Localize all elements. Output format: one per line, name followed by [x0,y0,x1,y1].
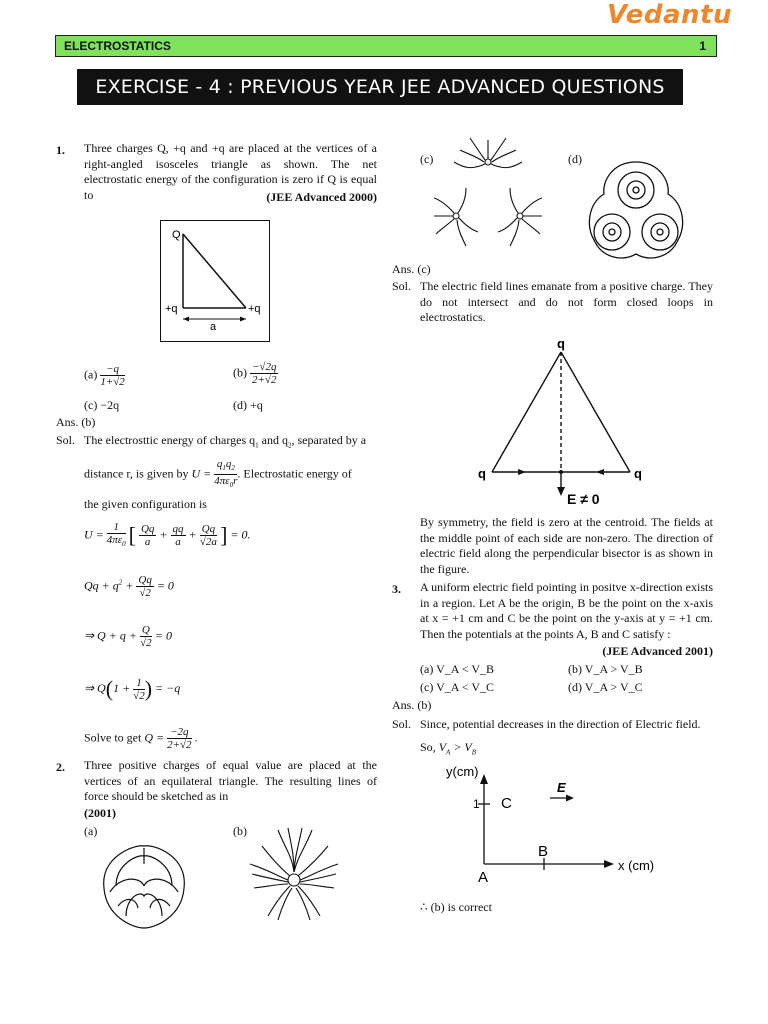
q1-sol-line2: distance r, is given by U = $\frac{q_1q_2}{4\pi\varepsilon_0r}$ . Electrostatic energy of [84,458,352,490]
q3-conclusion: ∴ (b) is correct [420,900,492,914]
q3-sol-text: Since, potential decreases in the direction of Electric field. [420,717,701,731]
q1-solve-text: Solve to get [84,730,142,745]
q1-sol-line1: The electrosttic energy of charges $q_1$ and $q_2$, separated by a [84,433,367,450]
q3-field-E: E [557,780,566,795]
q2-answer: Ans. (c) [392,262,431,276]
q2-source: (2001) [84,806,116,820]
q3-number: 3. [392,582,401,596]
q3-point-A: A [478,869,489,886]
q3-option-d: (d) V_A > V_C [568,680,643,694]
subject-bar [55,35,717,57]
q1-solve-fraction [167,726,191,751]
q1-option-a-fraction [100,363,124,388]
q1-sol-1a: The electrosttic energy of charges q [84,433,256,447]
q2-option-b-sketch [248,826,344,922]
q1-sol-line3: the given configuration is [84,497,207,511]
q1-option-b-fraction [250,361,278,386]
exercise-title: EXERCISE - 4 : PREVIOUS YEAR JEE ADVANCED QUESTIONS [77,69,683,105]
q1-sol-2a: distance r, is given by [84,466,189,481]
q1-sol-1c: , separated by a [291,433,367,447]
page-number: 1 [699,39,706,53]
q2-fig-q-top: q [557,336,565,351]
q2-option-d: (d) [568,152,582,166]
q1-answer: Ans. (b) [56,415,96,429]
q1-option-a-den: 1+√2 [100,376,125,388]
q1-option-b [233,361,278,386]
q1-option-b-num: −√2q [252,361,277,373]
q1-label-q-right: +q [248,303,261,315]
q1-option-b-den: 2+√2 [252,374,277,386]
q2-fig-e-label: E ≠ 0 [567,491,600,507]
q1-label-Q: Q [172,229,181,241]
q3-source: (JEE Advanced 2001) [602,644,713,658]
q2-option-a: (a) [84,824,98,838]
q2-option-c-sketch [430,134,546,250]
q1-number: 1. [56,143,65,157]
q1-solve-line: Solve to get Q = $\frac{-2q}{2+√2}$ . [84,726,198,751]
q2-option-d-sketch [586,160,686,264]
q1-triangle-figure [160,220,270,342]
q2-fig-q-right: q [634,466,642,481]
q3-axes-figure [440,760,670,890]
q3-option-c: (c) V_A < V_C [420,680,494,694]
q1-label-q-left: +q [165,303,178,315]
q3-point-C: C [501,795,512,812]
q1-source: (JEE Advanced 2000) [266,190,377,204]
q2-symmetry-text: By symmetry, the field is zero at the centroid. The fields at the middle point of each side are non-zero. The direction of electric field along the perpendicular bisector is as shown in the figure. [420,515,713,576]
q2-fig-q-left: q [478,466,486,481]
q1-equation-2: $Qq + q^2$ + $\frac{Qq}{√2}$ = 0 [84,574,174,599]
q1-sol-2b: . Electrostatic energy of [237,466,352,481]
q3-tick-one: 1 [473,797,480,811]
q3-xlabel: x (cm) [618,858,655,873]
q2-option-c: (c) [420,152,434,166]
q1-option-c: (c) −2q [84,398,120,412]
subject-title: ELECTROSTATICS [64,39,171,53]
q1-solve-den: 2+√2 [167,739,192,751]
q2-number: 2. [56,760,65,774]
q3-so-line: So, $V_A > V_B$ [420,740,477,757]
q3-ylabel: y(cm) [446,764,479,779]
q1-text: Three charges Q, +q and +q are placed at the vertices of a right-angled isosceles triangle as shown. The net electrostatic energy of the configuration is zero if Q is equal to [84,141,377,202]
q1-option-d: (d) +q [233,398,263,412]
q3-option-a: (a) V_A < V_B [420,662,494,676]
q1-sol-label: Sol. [56,433,76,447]
q1-option-a [84,363,125,388]
q1-energy-formula: $\frac{q_1q_2}{4\pi\varepsilon_0r}$ [214,458,238,490]
q1-equation-3: ⇒ Q + q + $\frac{Q}{√2}$ = 0 [84,624,172,649]
q1-option-b-label: (b) [233,365,247,380]
vedantu-logo: Vedantu [607,0,732,30]
q1-equation-4: ⇒ Q(1 + $\frac{1}{√2}$ ) = −q [84,676,181,702]
q1-sol-1b: and q [261,433,288,447]
q3-sol-label: Sol. [392,717,412,731]
q1-equation-1: U = $\frac{1}{4\pi\varepsilon_0}$ [ $\frac{Qq}{a}$ + $\frac{qq}{a}$ + $\frac{Qq}{√2a}$ ] = 0. [84,521,251,549]
q2-option-a-sketch [96,836,192,932]
q2-text: Three positive charges of equal value are placed at the vertices of an equilateral triangle. The resulting lines of force should be sketched as in [84,758,377,803]
q2-sol-label: Sol. [392,279,412,293]
q3-text: A uniform electric field pointing in positve x-direction exists in a region. Let A be the origin, B be the point on the x-axis at x = +1 cm and C be the point on the y-axis at y = +1 cm. Then the potentials at the points A, B and C satisfy : [420,580,713,641]
q3-point-B: B [538,843,549,860]
q2-field-triangle-figure [470,330,650,510]
q3-answer: Ans. (b) [392,698,432,712]
q2-option-b: (b) [233,824,247,838]
q1-option-a-label: (a) [84,367,98,382]
q3-option-b: (b) V_A > V_B [568,662,643,676]
q3-so-text: So, [420,740,436,754]
q1-label-a: a [210,321,217,333]
q1-option-a-num: −q [100,363,124,376]
q2-sol-text: The electric field lines emanate from a positive charge. They do not intersect and do not form closed loops in electrostatics. [420,279,713,324]
q1-solve-num: −2q [167,726,191,739]
